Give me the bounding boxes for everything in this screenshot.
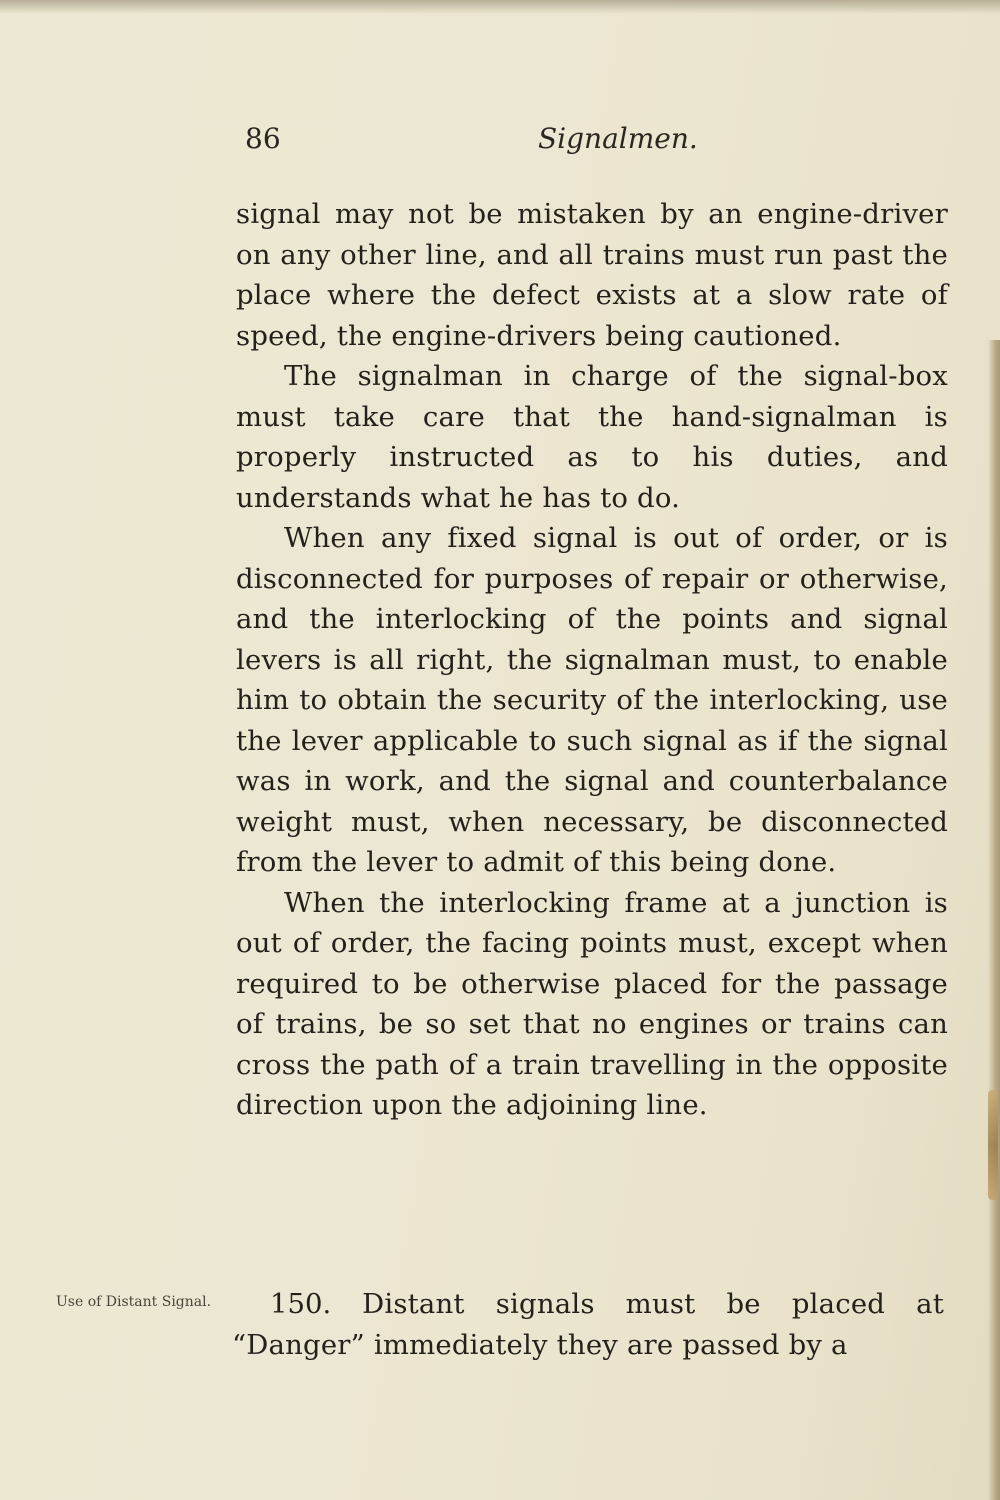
margin-note: Use of Distant Signal. [56, 1294, 212, 1310]
rule-number: 150. [270, 1288, 363, 1320]
paragraph: signal may not be mistaken by an engine-driver on any other line, and all trains must run past the place where the defect exists at a slow rate of speed, the engine-drivers being cautioned. [236, 198, 948, 352]
running-head: Signalmen. [538, 122, 698, 155]
paragraph: The signalman in charge of the signal-box must take care that the hand-signalman is properly instructed as to his duties, and understands what he has to do. [236, 360, 948, 514]
page-number: 86 [245, 122, 281, 155]
page-header [240, 122, 960, 162]
paragraph: When the interlocking frame at a junction is out of order, the facing points must, except when required to be otherwise placed for the passage of trains, be so set that no engines or trains can cross the path of a train travelling in the opposite direction upon the adjoining line. [236, 886, 948, 1121]
rule-text: Distant signals must be placed at “Danger” immediately they are passed by a [232, 1288, 944, 1361]
body-text [236, 194, 948, 1126]
page-stain [988, 1090, 998, 1200]
rule-section [232, 1284, 944, 1365]
paragraph: When any fixed signal is out of order, or is disconnected for purposes of repair or otherwise, and the interlocking of the points and signal levers is all right, the signalman must, to enable him to obtain the security of the interlocking, use the lever applicable to such signal as if the signal was in work, and the signal and counterbalance weight must, when necessary, be disconnected from the lever to admit of this being done. [236, 522, 948, 878]
page-edge [988, 340, 1000, 1500]
